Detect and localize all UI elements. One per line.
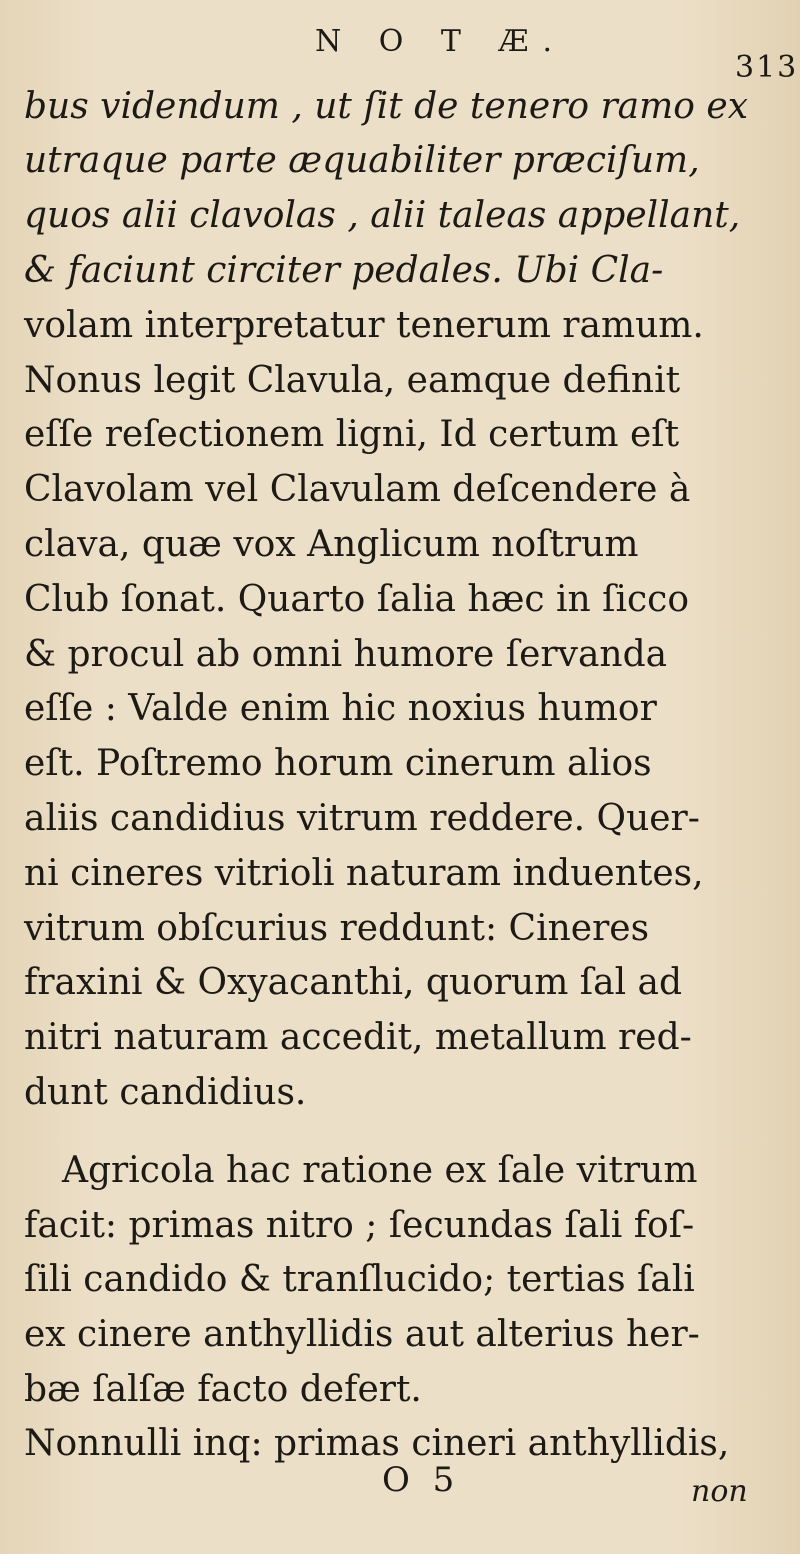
text-line: utraque parte æquabiliter præciſum, (24, 140, 700, 181)
text-line: quos alii clavolas , alii taleas appellant, (24, 195, 741, 236)
text-line: Nonnulli inq: primas cineri anthyllidis, (24, 1423, 730, 1464)
text-line: Club ſonat. Quarto ſalia hæc in ſicco (24, 579, 690, 620)
text-line: eſt. Poſtremo horum cinerum alios (24, 743, 652, 784)
running-head: N O T Æ. (315, 24, 567, 59)
text-line: clava, quæ vox Anglicum noſtrum (24, 524, 639, 565)
text-line: volam interpretatur tenerum ramum. (24, 305, 704, 346)
catchword: non (691, 1474, 748, 1509)
text-line: Clavolam vel Clavulam deſcendere à (24, 469, 691, 510)
text-line: facit: primas nitro ; ſecundas ſali foſ- (24, 1205, 695, 1246)
text-line: ni cineres vitrioli naturam induentes, (24, 853, 704, 894)
text-line: Nonus legit Clavula, eamque definit (24, 360, 681, 401)
text-line: vitrum obſcurius reddunt: Cineres (24, 908, 650, 949)
text-line: ſili candido & tranſlucido; tertias ſali (24, 1259, 695, 1300)
text-line: bæ ſalſæ facto defert. (24, 1369, 422, 1410)
signature-mark: O 5 (382, 1460, 461, 1500)
text-line: ex cinere anthyllidis aut alterius her- (24, 1314, 700, 1355)
text-line: & faciunt circiter pedales. Ubi Cla- (24, 250, 664, 291)
text-line: Agricola hac ratione ex ſale vitrum (62, 1150, 698, 1191)
text-line: bus videndum , ut ſit de tenero ramo ex (24, 86, 748, 127)
text-line: nitri naturam accedit, metallum red- (24, 1017, 692, 1058)
page-number: 313 (735, 50, 799, 85)
text-line: & procul ab omni humore ſervanda (24, 634, 668, 675)
text-line: dunt candidius. (24, 1072, 307, 1113)
text-line: aliis candidius vitrum reddere. Quer- (24, 798, 700, 839)
text-line: eſſe reſectionem ligni, Id certum eſt (24, 414, 680, 455)
text-line: fraxini & Oxyacanthi, quorum ſal ad (24, 962, 683, 1003)
text-line: eſſe : Valde enim hic noxius humor (24, 688, 657, 729)
